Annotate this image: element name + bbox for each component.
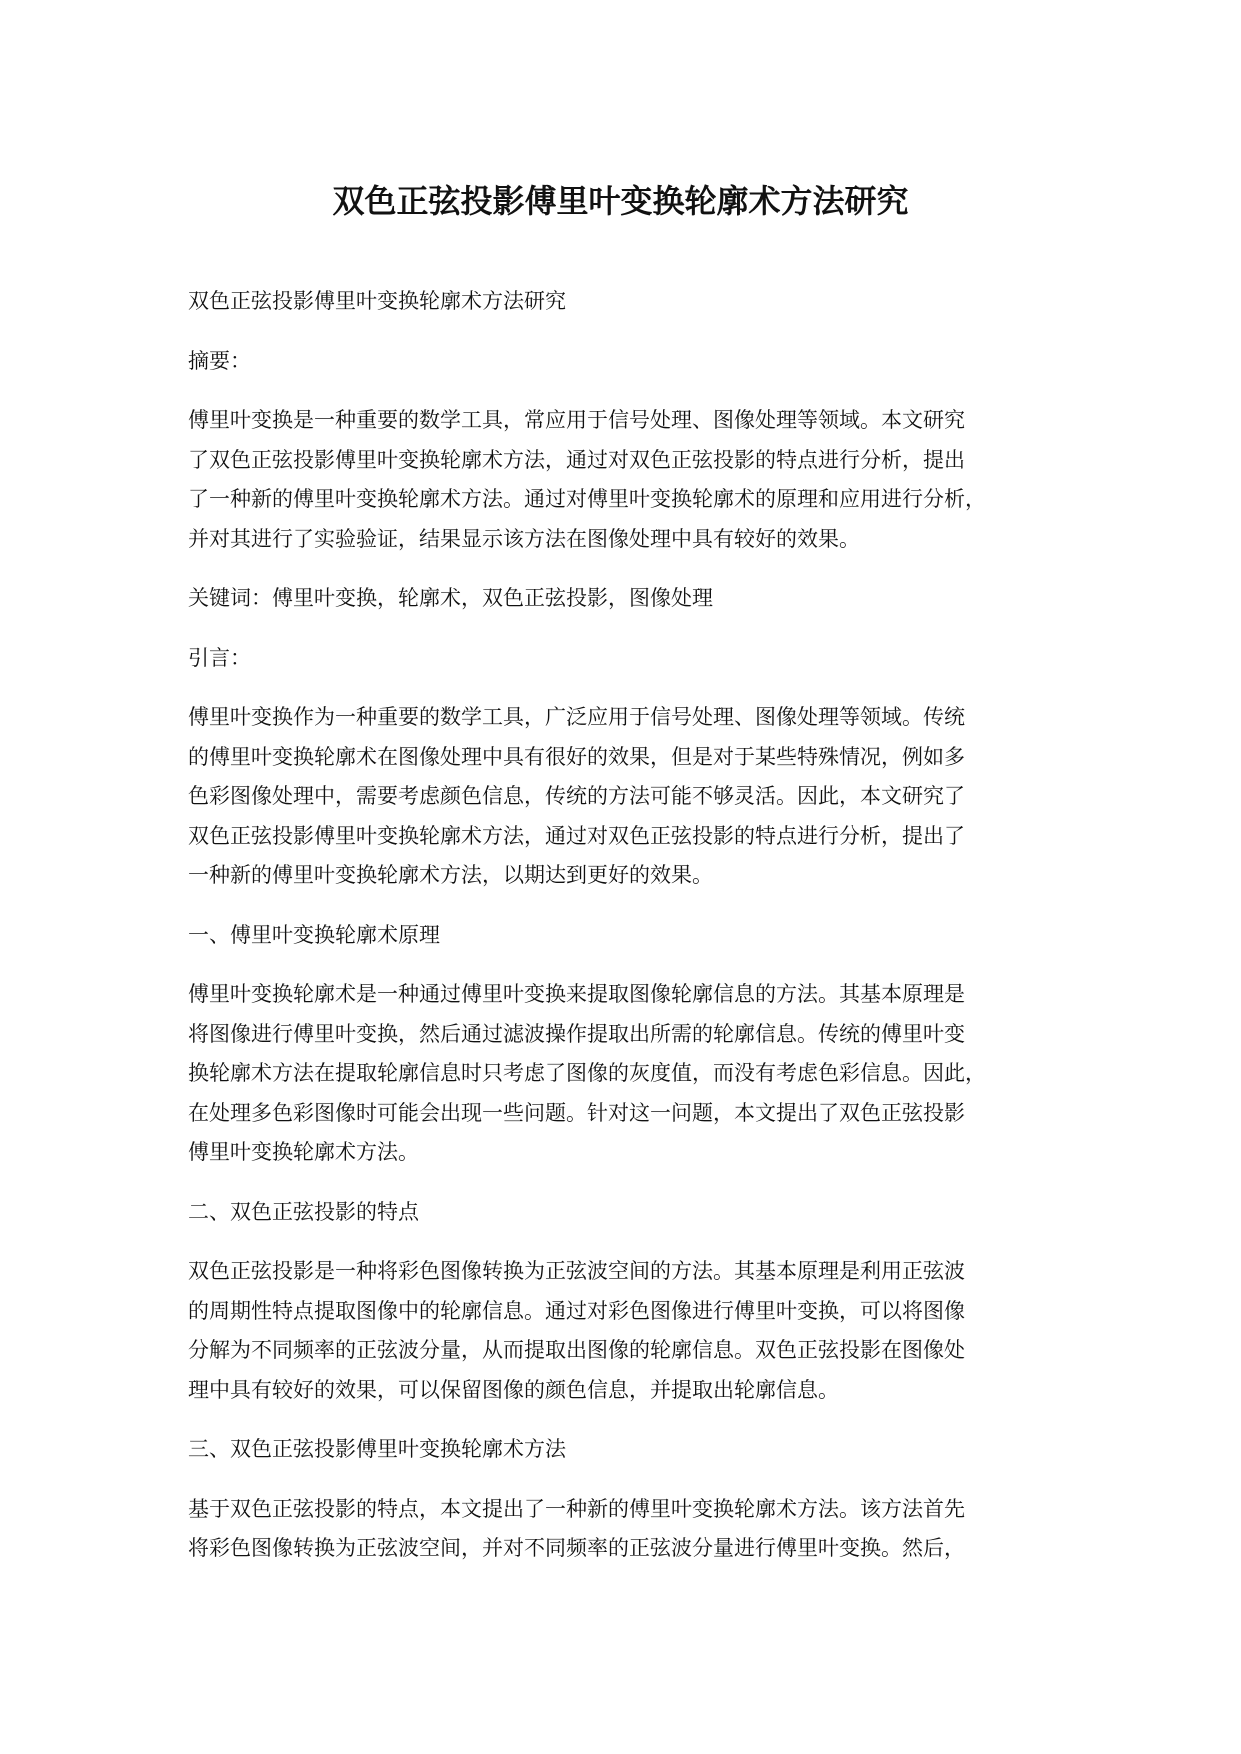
paragraph [188, 639, 1078, 679]
text-line: 换轮廓术方法在提取轮廓信息时只考虑了图像的灰度值，而没有考虑色彩信息。因此， [188, 1061, 986, 1085]
text-line: 将图像进行傅里叶变换，然后通过滤波操作提取出所需的轮廓信息。传统的傅里叶变 [188, 1021, 965, 1046]
text-line: 二、双色正弦投影的特点 [188, 1199, 419, 1224]
paragraph [188, 1252, 1078, 1410]
document-body [188, 282, 1078, 1589]
paragraph [188, 975, 1078, 1173]
text-line: 双色正弦投影傅里叶变换轮廓术方法，通过对双色正弦投影的特点进行分析，提出了 [188, 823, 965, 848]
paragraph [188, 1430, 1078, 1470]
text-line: 分解为不同频率的正弦波分量，从而提取出图像的轮廓信息。双色正弦投影在图像处 [188, 1338, 965, 1362]
text-line: 理中具有较好的效果，可以保留图像的颜色信息，并提取出轮廓信息。 [188, 1377, 839, 1402]
text-line: 了一种新的傅里叶变换轮廓术方法。通过对傅里叶变换轮廓术的原理和应用进行分析， [188, 487, 986, 511]
text-line: 摘要： [188, 348, 251, 373]
paragraph [188, 1490, 1078, 1569]
paragraph [188, 579, 1078, 619]
text-line: 双色正弦投影傅里叶变换轮廓术方法研究 [188, 289, 566, 313]
text-line: 傅里叶变换是一种重要的数学工具，常应用于信号处理、图像处理等领域。本文研究 [188, 408, 965, 432]
text-line: 并对其进行了实验验证，结果显示该方法在图像处理中具有较好的效果。 [188, 526, 860, 551]
text-line: 关键词：傅里叶变换，轮廓术，双色正弦投影，图像处理 [188, 586, 713, 610]
text-line: 色彩图像处理中，需要考虑颜色信息，传统的方法可能不够灵活。因此，本文研究了 [188, 784, 965, 808]
paragraph [188, 342, 1078, 382]
paragraph [188, 1193, 1078, 1233]
text-line: 的周期性特点提取图像中的轮廓信息。通过对彩色图像进行傅里叶变换，可以将图像 [188, 1298, 965, 1323]
paragraph [188, 916, 1078, 956]
text-line: 一、傅里叶变换轮廓术原理 [188, 922, 440, 947]
document-title: 双色正弦投影傅里叶变换轮廓术方法研究 [332, 182, 909, 220]
text-line: 傅里叶变换作为一种重要的数学工具，广泛应用于信号处理、图像处理等领域。传统 [188, 705, 965, 729]
text-line: 一种新的傅里叶变换轮廓术方法，以期达到更好的效果。 [188, 863, 713, 887]
text-line: 将彩色图像转换为正弦波空间，并对不同频率的正弦波分量进行傅里叶变换。然后， [188, 1536, 965, 1560]
text-line: 引言： [188, 645, 251, 670]
text-line: 的傅里叶变换轮廓术在图像处理中具有很好的效果，但是对于某些特殊情况，例如多 [188, 744, 965, 769]
text-line: 三、双色正弦投影傅里叶变换轮廓术方法 [188, 1437, 566, 1461]
paragraph [188, 698, 1078, 896]
text-line: 在处理多色彩图像时可能会出现一些问题。针对这一问题，本文提出了双色正弦投影 [188, 1100, 965, 1125]
text-line: 了双色正弦投影傅里叶变换轮廓术方法，通过对双色正弦投影的特点进行分析，提出 [188, 447, 965, 472]
text-line: 双色正弦投影是一种将彩色图像转换为正弦波空间的方法。其基本原理是利用正弦波 [188, 1259, 965, 1283]
paragraph [188, 282, 1078, 322]
text-line: 基于双色正弦投影的特点，本文提出了一种新的傅里叶变换轮廓术方法。该方法首先 [188, 1496, 965, 1521]
paragraph [188, 401, 1078, 559]
text-line: 傅里叶变换轮廓术方法。 [188, 1140, 419, 1164]
text-line: 傅里叶变换轮廓术是一种通过傅里叶变换来提取图像轮廓信息的方法。其基本原理是 [188, 982, 965, 1006]
